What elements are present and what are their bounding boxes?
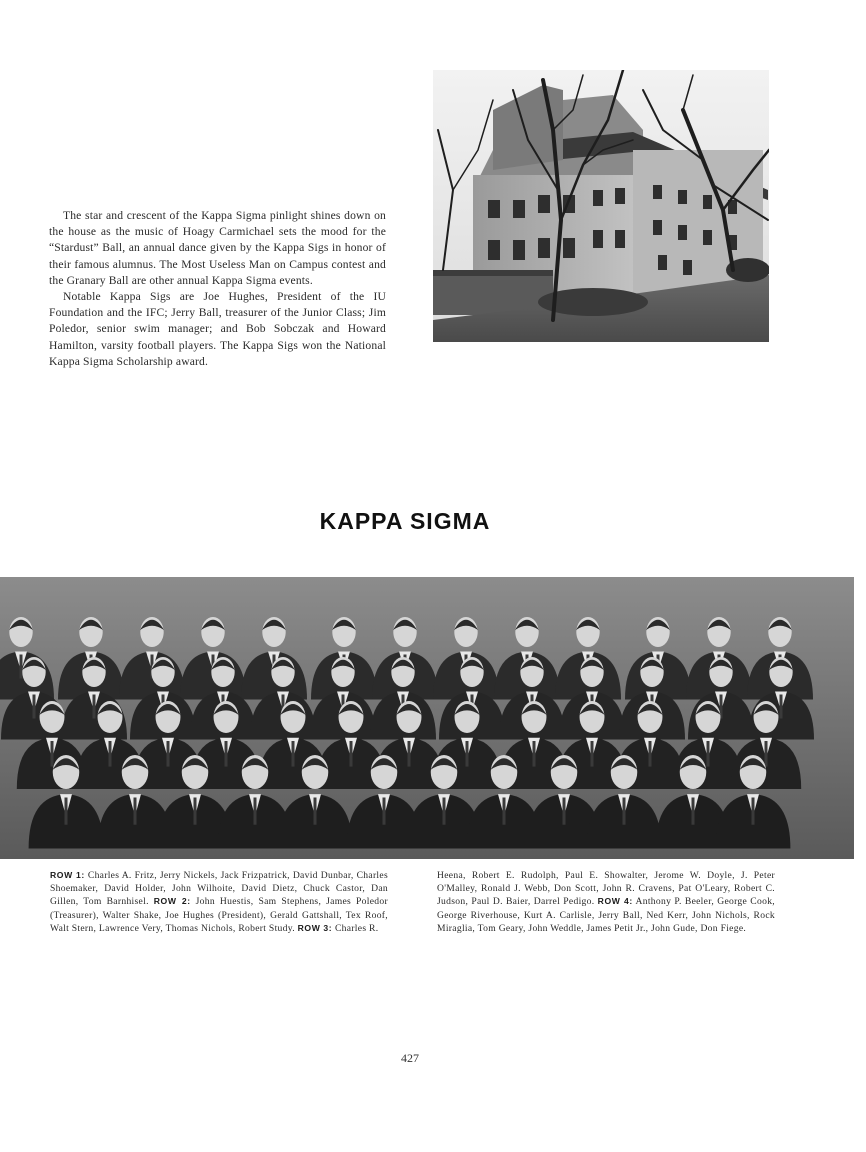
- row-4-names: Anthony P. Beeler, George Cook, George Riverhouse, Kurt A. Carlisle, Jerry Ball, Ned Kerr, John Nichols, Rock Miraglia, Tom Geary, John Weddle, James Petit Jr., John Gude, Don Fiege.: [437, 896, 775, 934]
- intro-paragraph-2: Notable Kappa Sigs are Joe Hughes, President of the IU Foundation and the IFC; Jerry Ball, treasurer of the Junior Class; Jim Poledor, senior swim manager; and Bob Sobczak and Howard Hamilton, varsity football players. The Kappa Sigs won the National Kappa Sigma Scholarship award.: [49, 290, 386, 368]
- row-2-label: ROW 2:: [153, 896, 191, 907]
- row-3-names-start: Charles R.: [332, 922, 379, 934]
- caption-left: [50, 869, 388, 935]
- intro-text: [49, 208, 386, 370]
- caption-right: [437, 869, 775, 935]
- intro-paragraph-1: The star and crescent of the Kappa Sigma pinlight shines down on the house as the music of Hoagy Carmichael sets the mood for the “Stardust” Ball, an annual dance given by the Kappa Sigs in honor of their famous alumnus. The Most Useless Man on Campus contest and the Granary Ball are other annual Kappa Sigma events.: [49, 209, 386, 287]
- page-number: 427: [401, 1051, 419, 1065]
- row-3-names-cont: Heena, Robert E. Rudolph, Paul E. Showalter, Jerome W. Doyle, J. Peter O'Malley, Ronald J. Webb, Don Scott, John R. Cravens, Pat O'Leary, Robert C. Judson, Paul D. Baier, Darrel Pedigo.: [437, 870, 775, 908]
- row-1-names: Charles A. Fritz, Jerry Nickels, Jack Frizpatrick, David Dunbar, Charles Shoemaker, David Holder, John Wilhoite, David Dietz, Chuck Castor, Dan Gillen, Tom Barnhisel.: [50, 870, 388, 908]
- group-photo: [0, 577, 854, 859]
- row-2-names: John Huestis, Sam Stephens, James Poledor (Treasurer), Walter Shake, Joe Hughes (President), Gerald Gattshall, Tex Roof, Walt Stern, Lawrence Very, Thomas Nichols, Robert Study.: [50, 896, 388, 934]
- page-title: KAPPA SIGMA: [319, 508, 491, 534]
- house-photo: [433, 70, 769, 342]
- row-3-label: ROW 3:: [297, 922, 333, 933]
- row-1-label: ROW 1:: [50, 870, 85, 880]
- row-4-label: ROW 4:: [597, 896, 633, 907]
